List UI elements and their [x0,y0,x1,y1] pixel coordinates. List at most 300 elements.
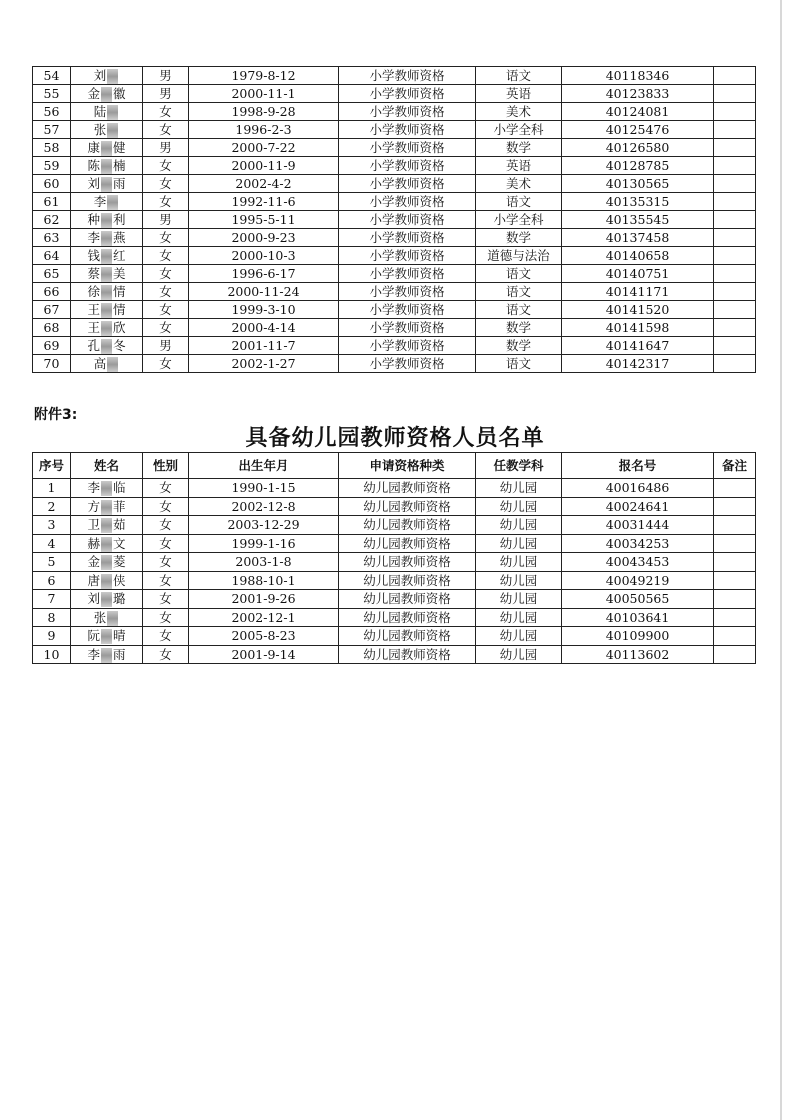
cell-name [71,516,143,535]
cell-note [714,301,756,319]
cell-gender: 女 [143,479,189,498]
name-first-char: 金 [87,554,100,569]
name-first-char: 李 [87,230,100,245]
cell-dob: 2000-7-22 [189,139,339,157]
cell-dob: 1992-11-6 [189,193,339,211]
table-row [33,67,756,85]
cell-type: 小学教师资格 [339,355,476,373]
cell-subject: 语文 [476,193,562,211]
cell-no: 59 [33,157,71,175]
table-row [33,645,756,664]
cell-gender: 女 [143,553,189,572]
table-row [33,497,756,516]
cell-type: 小学教师资格 [339,229,476,247]
cell-name [71,283,143,301]
cell-gender: 女 [143,193,189,211]
cell-type: 小学教师资格 [339,283,476,301]
redaction-mark [101,574,112,589]
name-last-char: 情 [113,302,126,317]
cell-name [71,337,143,355]
cell-no: 6 [33,571,71,590]
table-row [33,103,756,121]
cell-no: 10 [33,645,71,664]
cell-reg: 40141598 [562,319,714,337]
name-last-char: 美 [113,266,126,281]
cell-gender: 男 [143,85,189,103]
cell-reg: 40135315 [562,193,714,211]
name-first-char: 王 [87,320,100,335]
cell-name [71,608,143,627]
cell-subject: 幼儿园 [476,497,562,516]
cell-subject: 幼儿园 [476,590,562,609]
name-first-char: 王 [87,302,100,317]
cell-subject: 幼儿园 [476,534,562,553]
cell-gender: 女 [143,645,189,664]
cell-subject: 幼儿园 [476,571,562,590]
redaction-mark [101,141,112,156]
cell-name [71,571,143,590]
table-row [33,590,756,609]
cell-type: 小学教师资格 [339,139,476,157]
cell-subject: 美术 [476,103,562,121]
cell-dob: 2002-12-1 [189,608,339,627]
cell-note [714,553,756,572]
redaction-mark [107,195,118,210]
name-first-char: 陆 [93,104,107,119]
cell-dob: 1996-6-17 [189,265,339,283]
cell-gender: 女 [143,265,189,283]
name-first-char: 陈 [87,158,100,173]
redaction-mark [101,303,112,318]
attachment-label: 附件3: [34,407,78,423]
name-first-char: 徐 [87,284,100,299]
cell-reg: 40024641 [562,497,714,516]
cell-dob: 2002-12-8 [189,497,339,516]
table-row [33,121,756,139]
name-last-char: 红 [113,248,126,263]
cell-reg: 40125476 [562,121,714,139]
redaction-mark [101,159,112,174]
cell-dob: 1979-8-12 [189,67,339,85]
cell-name [71,67,143,85]
cell-type: 幼儿园教师资格 [339,571,476,590]
redaction-mark [101,213,112,228]
cell-subject: 道德与法治 [476,247,562,265]
cell-type: 幼儿园教师资格 [339,608,476,627]
name-last-char: 楠 [113,158,126,173]
cell-no: 68 [33,319,71,337]
redaction-mark [107,69,118,84]
cell-name [71,355,143,373]
cell-reg: 40049219 [562,571,714,590]
name-last-char: 临 [113,480,126,495]
cell-note [714,103,756,121]
header-no: 序号 [33,453,71,479]
cell-dob: 2003-1-8 [189,553,339,572]
cell-subject: 语文 [476,265,562,283]
cell-name [71,139,143,157]
cell-name [71,553,143,572]
name-last-char: 璐 [113,591,126,606]
cell-gender: 男 [143,211,189,229]
cell-subject: 语文 [476,355,562,373]
redaction-mark [101,87,112,102]
redaction-mark [101,555,112,570]
cell-reg: 40118346 [562,67,714,85]
name-first-char: 唐 [87,572,100,588]
redaction-mark [101,339,112,354]
cell-no: 69 [33,337,71,355]
table-header-row [33,453,756,479]
cell-dob: 2002-1-27 [189,355,339,373]
cell-type: 幼儿园教师资格 [339,479,476,498]
redaction-mark [101,249,112,264]
table-row [33,265,756,283]
cell-gender: 女 [143,103,189,121]
cell-note [714,534,756,553]
redaction-mark [101,592,112,607]
redaction-mark [101,629,112,644]
name-first-char: 张 [93,122,107,137]
table-row [33,627,756,646]
name-first-char: 高 [93,356,107,371]
cell-note [714,590,756,609]
cell-type: 幼儿园教师资格 [339,516,476,535]
cell-name [71,627,143,646]
redaction-mark [101,321,112,336]
cell-type: 小学教师资格 [339,67,476,85]
name-first-char: 蔡 [87,266,100,281]
primary-teacher-table-continued [32,66,756,373]
cell-dob: 1999-1-16 [189,534,339,553]
cell-reg: 40103641 [562,608,714,627]
cell-note [714,121,756,139]
cell-type: 小学教师资格 [339,247,476,265]
kindergarten-teacher-table-body [33,479,756,664]
cell-subject: 幼儿园 [476,627,562,646]
cell-name [71,157,143,175]
table-row [33,157,756,175]
cell-name [71,103,143,121]
cell-type: 小学教师资格 [339,337,476,355]
cell-note [714,139,756,157]
cell-reg: 40123833 [562,85,714,103]
cell-gender: 女 [143,590,189,609]
table-row [33,534,756,553]
redaction-mark [107,123,118,138]
redaction-mark [107,611,118,626]
cell-dob: 1998-9-28 [189,103,339,121]
name-last-char: 茹 [113,517,126,532]
cell-name [71,121,143,139]
cell-type: 幼儿园教师资格 [339,534,476,553]
cell-gender: 女 [143,175,189,193]
cell-gender: 女 [143,247,189,265]
cell-no: 2 [33,497,71,516]
name-last-char: 菲 [113,498,126,514]
cell-subject: 幼儿园 [476,645,562,664]
cell-no: 65 [33,265,71,283]
name-last-char: 健 [113,140,126,155]
cell-subject: 语文 [476,283,562,301]
cell-note [714,497,756,516]
header-subject: 任教学科 [476,453,562,479]
cell-type: 幼儿园教师资格 [339,627,476,646]
cell-subject: 语文 [476,67,562,85]
cell-dob: 2000-4-14 [189,319,339,337]
header-gender: 性别 [143,453,189,479]
cell-reg: 40141647 [562,337,714,355]
cell-note [714,67,756,85]
cell-dob: 2005-8-23 [189,627,339,646]
cell-subject: 小学全科 [476,121,562,139]
header-type: 申请资格种类 [339,453,476,479]
cell-gender: 女 [143,319,189,337]
cell-name [71,211,143,229]
cell-note [714,479,756,498]
cell-note [714,175,756,193]
header-name: 姓名 [71,453,143,479]
cell-type: 幼儿园教师资格 [339,645,476,664]
section-title: 具备幼儿园教师资格人员名单 [245,426,545,451]
cell-no: 67 [33,301,71,319]
redaction-mark [101,518,112,533]
cell-no: 5 [33,553,71,572]
cell-no: 56 [33,103,71,121]
name-first-char: 赫 [87,535,100,551]
cell-name [71,645,143,664]
cell-subject: 数学 [476,139,562,157]
cell-no: 3 [33,516,71,535]
cell-type: 小学教师资格 [339,121,476,139]
cell-name [71,175,143,193]
cell-type: 小学教师资格 [339,265,476,283]
cell-gender: 女 [143,516,189,535]
cell-subject: 数学 [476,319,562,337]
cell-type: 小学教师资格 [339,301,476,319]
name-last-char: 晴 [113,628,126,643]
cell-gender: 女 [143,497,189,516]
cell-reg: 40130565 [562,175,714,193]
cell-dob: 1988-10-1 [189,571,339,590]
cell-subject: 数学 [476,337,562,355]
cell-type: 幼儿园教师资格 [339,553,476,572]
redaction-mark [101,285,112,300]
cell-subject: 英语 [476,85,562,103]
cell-note [714,265,756,283]
cell-reg: 40141520 [562,301,714,319]
redaction-mark [107,105,118,120]
cell-name [71,479,143,498]
cell-dob: 2000-11-9 [189,157,339,175]
redaction-mark [107,357,118,372]
cell-name [71,193,143,211]
cell-type: 小学教师资格 [339,103,476,121]
cell-reg: 40142317 [562,355,714,373]
cell-note [714,211,756,229]
cell-subject: 幼儿园 [476,516,562,535]
cell-dob: 2000-11-1 [189,85,339,103]
name-last-char: 燕 [113,230,126,245]
table-row [33,301,756,319]
cell-gender: 女 [143,283,189,301]
cell-subject: 美术 [476,175,562,193]
table-row [33,139,756,157]
cell-gender: 女 [143,534,189,553]
cell-reg: 40135545 [562,211,714,229]
name-first-char: 刘 [87,591,100,606]
cell-name [71,319,143,337]
cell-no: 66 [33,283,71,301]
cell-dob: 1990-1-15 [189,479,339,498]
cell-gender: 女 [143,571,189,590]
table-row [33,319,756,337]
cell-reg: 40050565 [562,590,714,609]
cell-no: 54 [33,67,71,85]
name-first-char: 李 [87,480,100,495]
cell-no: 9 [33,627,71,646]
cell-subject: 幼儿园 [476,553,562,572]
cell-name [71,247,143,265]
cell-note [714,571,756,590]
cell-note [714,283,756,301]
cell-dob: 2001-9-26 [189,590,339,609]
cell-note [714,627,756,646]
name-last-char: 情 [113,284,126,299]
cell-reg: 40109900 [562,627,714,646]
table-row [33,608,756,627]
cell-note [714,193,756,211]
cell-no: 1 [33,479,71,498]
cell-gender: 男 [143,67,189,85]
cell-no: 70 [33,355,71,373]
table-row [33,229,756,247]
cell-gender: 女 [143,355,189,373]
redaction-mark [101,177,112,192]
name-last-char: 文 [113,535,126,551]
cell-no: 62 [33,211,71,229]
name-first-char: 刘 [93,68,107,83]
cell-no: 57 [33,121,71,139]
cell-note [714,645,756,664]
cell-reg: 40113602 [562,645,714,664]
cell-no: 58 [33,139,71,157]
name-first-char: 金 [87,86,100,101]
cell-reg: 40016486 [562,479,714,498]
name-last-char: 菱 [113,554,126,569]
redaction-mark [101,500,112,515]
table-row [33,85,756,103]
cell-no: 4 [33,534,71,553]
cell-no: 55 [33,85,71,103]
cell-gender: 女 [143,608,189,627]
cell-dob: 2000-11-24 [189,283,339,301]
cell-type: 小学教师资格 [339,157,476,175]
name-last-char: 雨 [113,646,126,662]
cell-note [714,85,756,103]
name-first-char: 刘 [87,176,100,191]
cell-subject: 小学全科 [476,211,562,229]
cell-subject: 英语 [476,157,562,175]
cell-subject: 幼儿园 [476,479,562,498]
cell-name [71,590,143,609]
cell-note [714,229,756,247]
cell-reg: 40140751 [562,265,714,283]
page-edge-shadow [780,0,782,1120]
cell-no: 7 [33,590,71,609]
cell-note [714,516,756,535]
cell-note [714,247,756,265]
name-last-char: 雨 [113,176,126,191]
cell-no: 60 [33,175,71,193]
table-row [33,516,756,535]
name-first-char: 孔 [87,338,100,353]
table-row [33,175,756,193]
cell-dob: 2000-10-3 [189,247,339,265]
cell-type: 小学教师资格 [339,85,476,103]
kindergarten-teacher-table [32,452,756,664]
name-last-char: 侠 [113,572,126,588]
redaction-mark [101,648,112,663]
cell-no: 63 [33,229,71,247]
cell-reg: 40124081 [562,103,714,121]
cell-reg: 40141171 [562,283,714,301]
cell-note [714,319,756,337]
redaction-mark [101,267,112,282]
cell-name [71,85,143,103]
cell-dob: 2001-9-14 [189,645,339,664]
redaction-mark [101,481,112,496]
cell-gender: 女 [143,229,189,247]
cell-no: 61 [33,193,71,211]
cell-dob: 2002-4-2 [189,175,339,193]
cell-gender: 女 [143,301,189,319]
cell-note [714,337,756,355]
cell-gender: 女 [143,157,189,175]
table-row [33,193,756,211]
name-first-char: 李 [87,646,100,662]
table-row [33,355,756,373]
cell-name [71,534,143,553]
name-first-char: 方 [87,498,100,514]
cell-subject: 语文 [476,301,562,319]
cell-no: 64 [33,247,71,265]
cell-name [71,229,143,247]
cell-type: 幼儿园教师资格 [339,497,476,516]
table-row [33,247,756,265]
cell-reg: 40137458 [562,229,714,247]
primary-teacher-table-body [33,67,756,373]
cell-gender: 男 [143,337,189,355]
cell-reg: 40140658 [562,247,714,265]
cell-subject: 数学 [476,229,562,247]
redaction-mark [101,231,112,246]
name-first-char: 张 [93,609,107,625]
cell-name [71,301,143,319]
cell-type: 幼儿园教师资格 [339,590,476,609]
name-first-char: 阮 [87,628,100,643]
cell-type: 小学教师资格 [339,175,476,193]
cell-dob: 2001-11-7 [189,337,339,355]
cell-type: 小学教师资格 [339,211,476,229]
name-first-char: 种 [87,212,100,227]
redaction-mark [101,537,112,552]
name-first-char: 李 [93,194,107,209]
cell-name [71,497,143,516]
cell-type: 小学教师资格 [339,193,476,211]
table-row [33,553,756,572]
cell-subject: 幼儿园 [476,608,562,627]
